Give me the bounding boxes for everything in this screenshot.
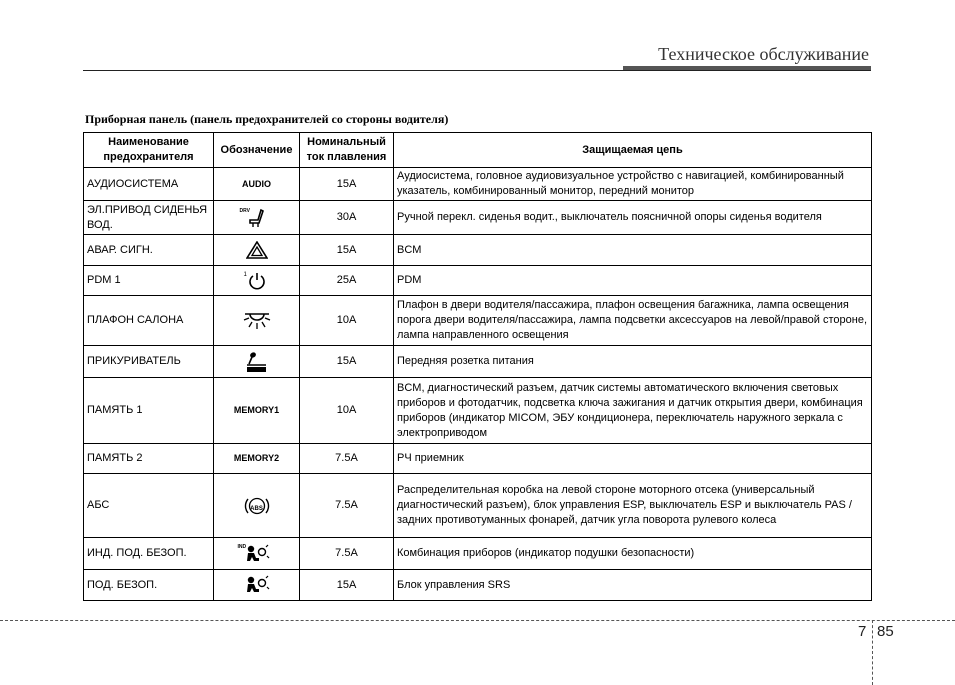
airbag-icon (244, 544, 270, 564)
fuse-table (83, 132, 872, 601)
hazard-triangle-icon (246, 241, 268, 259)
abs-label: ABS (250, 505, 263, 512)
table-row (84, 444, 872, 474)
header-circuit: Защищаемая цепь (394, 133, 872, 168)
fuse-name: АУДИОСИСТЕМА (84, 168, 214, 201)
table-row (84, 296, 872, 346)
fuse-rating: 7.5A (300, 538, 394, 570)
table-row (84, 570, 872, 601)
fuse-rating: 10A (300, 296, 394, 346)
fuse-symbol (214, 474, 300, 538)
protected-circuit: Ручной перекл. сиденья водит., выключатель поясничной опоры сиденья водителя (394, 201, 872, 235)
fuse-name: ПАМЯТЬ 2 (84, 444, 214, 474)
fuse-symbol (214, 444, 300, 474)
pdm-index-label: 1 (243, 271, 247, 278)
fuse-rating: 7.5A (300, 444, 394, 474)
footer-dashed-rule (0, 620, 955, 621)
fuse-rating: 7.5A (300, 474, 394, 538)
fuse-rating: 15A (300, 570, 394, 601)
fuse-name: ПОД. БЕЗОП. (84, 570, 214, 601)
table-row (84, 538, 872, 570)
audio-label: AUDIO (242, 178, 271, 189)
protected-circuit: PDM (394, 266, 872, 296)
drv-label: DRV (239, 207, 250, 214)
fuse-name: ПРИКУРИВАТЕЛЬ (84, 346, 214, 378)
fuse-rating: 25A (300, 266, 394, 296)
fuse-symbol (214, 378, 300, 444)
fuse-rating: 15A (300, 168, 394, 201)
section-title: Приборная панель (панель предохранителей со стороны водителя) (85, 112, 449, 126)
page-header-title: Техническое обслуживание (658, 44, 869, 64)
protected-circuit: Передняя розетка питания (394, 346, 872, 378)
table-row (84, 378, 872, 444)
protected-circuit: Аудиосистема, головное аудиовизуальное устройство с навигацией, комбинированный указатель, комбинированный монитор, передний монитор (394, 168, 872, 201)
fuse-rating: 15A (300, 346, 394, 378)
fuse-name: ИНД. ПОД. БЕЗОП. (84, 538, 214, 570)
power-icon (246, 272, 268, 290)
fuse-symbol (214, 538, 300, 570)
fuse-name: ЭЛ.ПРИВОД СИДЕНЬЯ ВОД. (84, 201, 214, 235)
protected-circuit: BCM, диагностический разъем, датчик системы автоматического включения световых приборов и фотодатчик, подсветка ключа зажигания и датчик открытия двери, комбинация приборов (индикатор MICOM, ЭБУ кондиционера, переключатель наружного зеркала с электроприводом (394, 378, 872, 444)
memory1-label: MEMORY1 (233, 405, 280, 415)
table-row (84, 266, 872, 296)
protected-circuit: Распределительная коробка на левой стороне моторного отсека (универсальный диагностический разъем), блок управления ESP, выключатель ESP и выключатель PAS / задних противотуманных фонарей, датчик угла поворота рулевого колеса (394, 474, 872, 538)
fuse-name: АБС (84, 474, 214, 538)
fuse-name: ПЛАФОН САЛОНА (84, 296, 214, 346)
fuse-symbol (214, 296, 300, 346)
fuse-name: АВАР. СИГН. (84, 235, 214, 266)
chapter-number: 7 (858, 623, 867, 640)
protected-circuit: РЧ приемник (394, 444, 872, 474)
table-header-row (84, 133, 872, 168)
protected-circuit: Блок управления SRS (394, 570, 872, 601)
ind-label: IND (237, 543, 247, 550)
header-rule (83, 70, 871, 71)
table-row (84, 201, 872, 235)
fuse-symbol (214, 570, 300, 601)
memory2-label: MEMORY2 (233, 453, 280, 463)
fuse-symbol (214, 346, 300, 378)
fuse-name: PDM 1 (84, 266, 214, 296)
fuse-symbol (214, 168, 300, 201)
airbag-icon (244, 575, 270, 595)
fuse-symbol (214, 266, 300, 296)
footer-dashed-divider (872, 620, 873, 685)
table-row (84, 168, 872, 201)
fuse-rating: 10A (300, 378, 394, 444)
table-row (84, 346, 872, 378)
fuse-rating: 15A (300, 235, 394, 266)
page-number: 85 (877, 623, 894, 640)
header-fuse-name: Наименование предохранителя (84, 133, 214, 168)
cigar-lighter-icon (245, 350, 269, 374)
protected-circuit: BCM (394, 235, 872, 266)
room-lamp-icon (241, 310, 273, 332)
table-row (84, 235, 872, 266)
fuse-name: ПАМЯТЬ 1 (84, 378, 214, 444)
header-rating: Номинальный ток плавления (300, 133, 394, 168)
fuse-symbol (214, 201, 300, 235)
fuse-rating: 30A (300, 201, 394, 235)
protected-circuit: Комбинация приборов (индикатор подушки безопасности) (394, 538, 872, 570)
table-row (84, 474, 872, 538)
protected-circuit: Плафон в двери водителя/пассажира, плафон освещения багажника, лампа освещения порога двери водителя/пассажира, лампа подсветки аксессуаров на левой/правой стороне, лампа направленного освещения (394, 296, 872, 346)
fuse-symbol (214, 235, 300, 266)
header-symbol: Обозначение (214, 133, 300, 168)
